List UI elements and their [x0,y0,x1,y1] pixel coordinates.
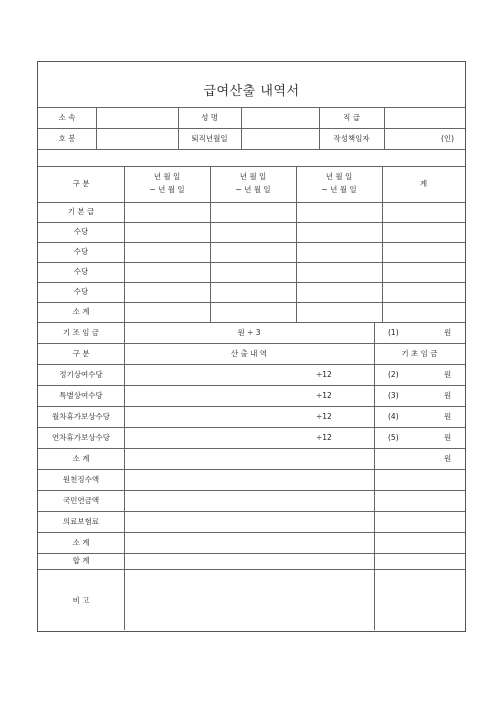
rule [38,128,465,129]
rule [38,532,465,533]
affiliation-label: 소 속 [58,113,76,122]
position-label: 직 급 [343,113,360,122]
form-title: 급여산출 내역서 [203,84,300,99]
author-label: 작성책임자 [333,134,370,143]
won-unit: 원 [444,370,452,379]
seal-mark: (인) [441,134,455,143]
won-unit: 원 [444,454,452,463]
period-start: 년 월 일 [153,172,181,181]
rule [241,107,242,149]
allowance-label: 월차휴가보상수당 [52,412,110,421]
category-label: 구 분 [72,349,90,358]
rule [38,343,465,344]
rule [38,166,465,167]
rule [38,385,465,386]
won-unit: 원 [444,391,452,400]
rule [38,427,465,428]
rule [38,490,465,491]
base-wage-formula: 원 ÷ 3 [237,328,261,337]
won-unit: 원 [444,328,452,337]
total-label: 계 [419,179,428,188]
rule [38,222,465,223]
rule [374,322,375,630]
rule [38,107,465,108]
rule [38,242,465,243]
period-end: ~ 년 월 일 [149,185,185,194]
rule [96,107,97,149]
grand-total-label: 합 계 [72,556,90,565]
period-start: 년 월 일 [325,172,353,181]
ref-mark: (4) [388,412,399,421]
allowance-label: 특별상여수당 [59,391,103,400]
won-unit: 원 [444,412,452,421]
number-label: 호 봉 [58,134,76,143]
allowance-label: 연차휴가보상수당 [52,433,110,442]
row-label: 수당 [73,267,89,276]
category-label: 구 분 [72,179,90,188]
won-unit: 원 [444,433,452,442]
rule [38,282,465,283]
basis-label: 기 초 임 금 [401,349,438,358]
rule [124,166,125,630]
rule [384,107,385,149]
remarks-label: 비 고 [72,596,90,605]
divisor: ÷12 [316,391,332,400]
deduction-label: 의료보험료 [62,517,100,526]
base-wage-label: 기 조 임 금 [62,328,100,337]
period-start: 년 월 일 [239,172,267,181]
rule [38,302,465,303]
rule [38,553,465,554]
row-label: 소 계 [72,307,90,316]
row-label: 수당 [73,247,89,256]
period-end: ~ 년 월 일 [235,185,271,194]
salary-statement-form [37,61,466,632]
deduction-label: 원천징수액 [62,475,100,484]
row-label: 수당 [73,227,89,236]
deduction-subtotal-label: 소 계 [72,538,90,547]
ref-mark: (5) [388,433,399,442]
retirement-date-label: 퇴직년월일 [191,134,228,143]
rule [38,511,465,512]
allowance-label: 정기상여수당 [59,370,103,379]
ref-mark: (1) [388,328,399,337]
rule [38,202,465,203]
ref-mark: (2) [388,370,399,379]
period-end: ~ 년 월 일 [321,185,357,194]
rule [38,448,465,449]
rule [38,569,465,570]
rule [38,364,465,365]
rule [38,322,465,323]
name-label: 성 명 [201,113,218,122]
ref-mark: (3) [388,391,399,400]
row-label: 기 본 급 [67,207,95,216]
row-label: 수당 [73,287,89,296]
rule [38,469,465,470]
deduction-label: 국민연금액 [62,496,100,505]
divisor: ÷12 [316,370,332,379]
subtotal-label: 소 계 [72,454,90,463]
calc-label: 산 출 내 역 [230,349,268,358]
rule [382,166,383,322]
rule [38,149,465,150]
rule [38,406,465,407]
divisor: ÷12 [316,433,332,442]
divisor: ÷12 [316,412,332,421]
rule [38,262,465,263]
